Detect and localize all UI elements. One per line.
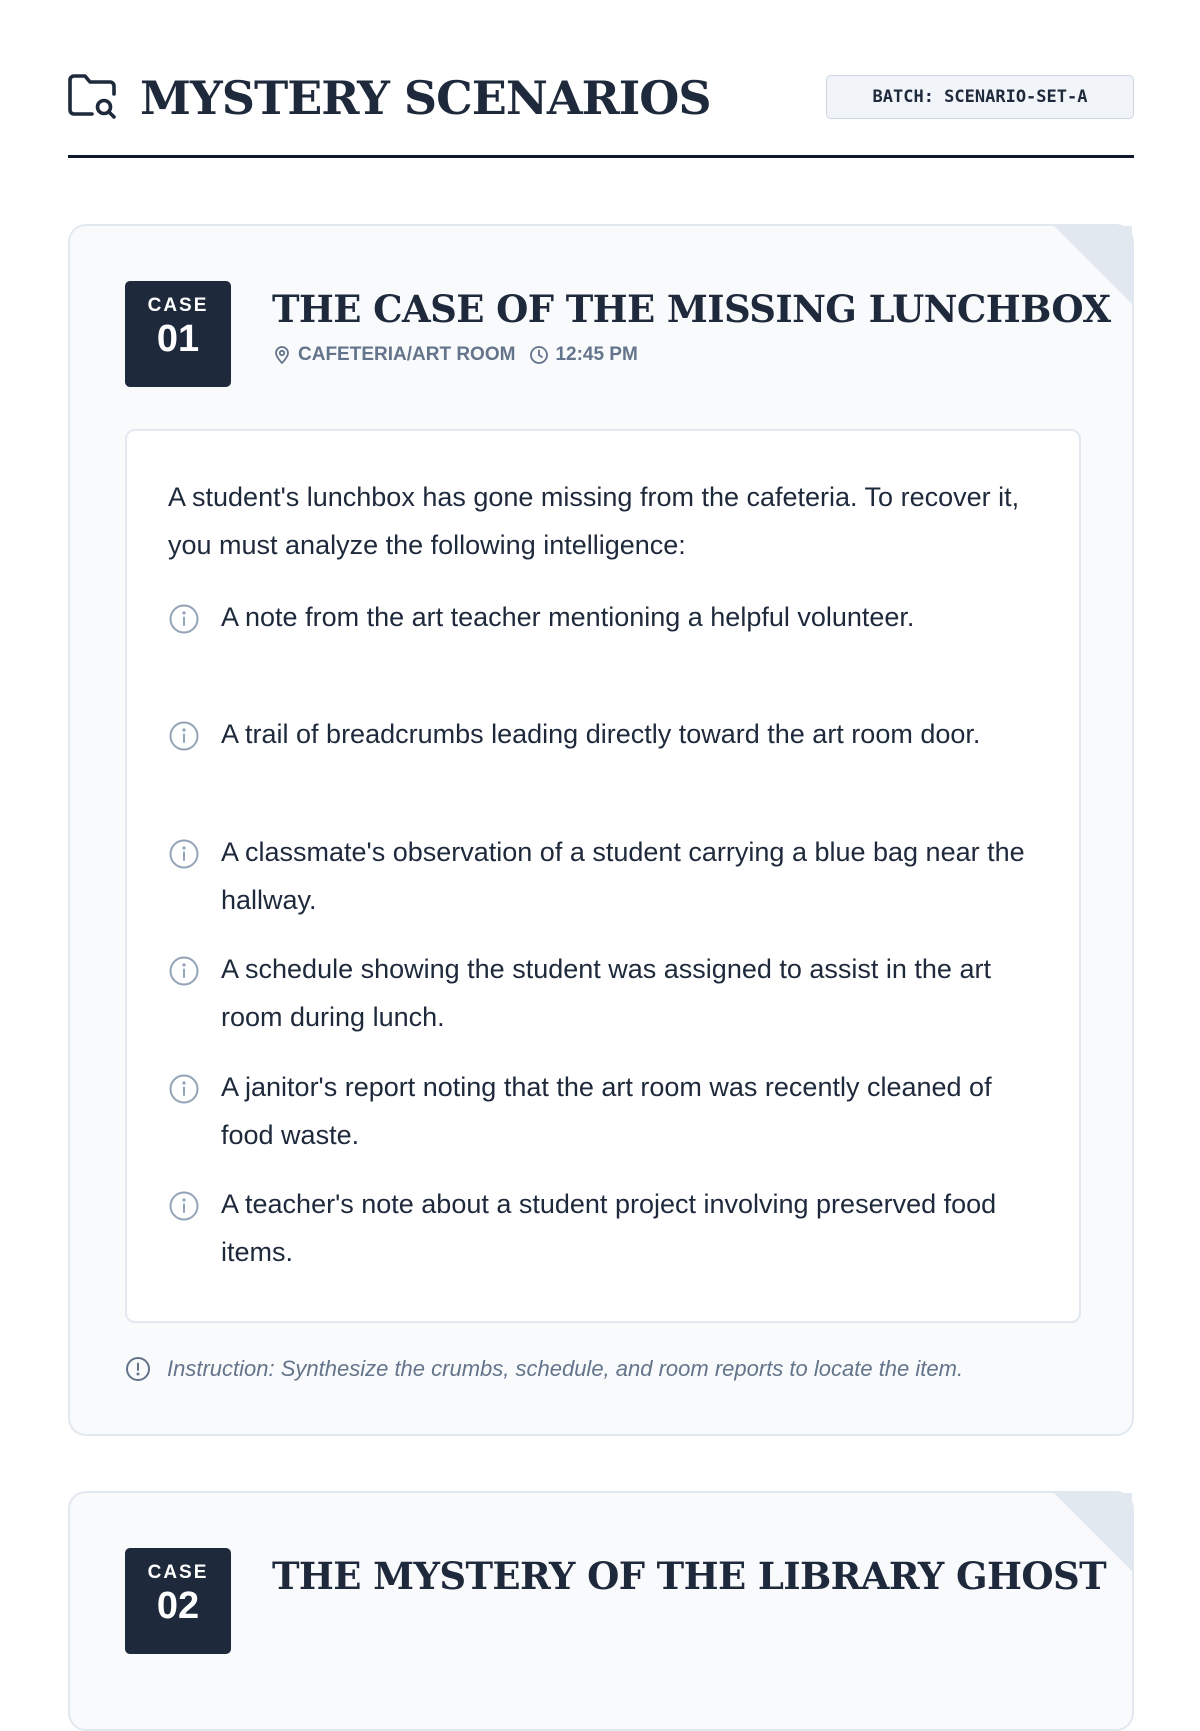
list-item [168, 945, 1048, 1041]
list-item [168, 1063, 1048, 1159]
case-title: THE MYSTERY OF THE LIBRARY GHOST [272, 1554, 1107, 1598]
case-meta [272, 342, 638, 368]
batch-badge: BATCH: SCENARIO-SET-A [826, 75, 1134, 119]
folder-search-icon [68, 74, 118, 120]
clock-icon [529, 345, 549, 365]
location-pin-icon [272, 345, 292, 365]
intelligence-panel [125, 429, 1081, 1323]
info-icon [168, 720, 200, 752]
list-item [168, 593, 1048, 689]
list-item [168, 710, 1048, 806]
clue-text: A schedule showing the student was assigned to assist in the art room during lunch. [221, 954, 991, 1032]
alert-circle-icon [125, 1356, 151, 1382]
info-icon [168, 955, 200, 987]
page-title: MYSTERY SCENARIOS [140, 71, 711, 125]
list-item [168, 828, 1048, 924]
case-number: 02 [156, 1585, 200, 1627]
info-icon [168, 1073, 200, 1105]
case-card-02 [68, 1491, 1134, 1731]
clue-text: A note from the art teacher mentioning a helpful volunteer. [221, 602, 915, 632]
instruction-text: Instruction: Synthesize the crumbs, schedule, and room reports to locate the item. [167, 1356, 964, 1381]
case-location: CAFETERIA/ART ROOM [298, 344, 516, 365]
case-instruction [125, 1353, 963, 1385]
case-number-badge [125, 281, 231, 387]
page-header [68, 64, 1134, 158]
list-item [168, 1180, 1048, 1276]
clue-text: A teacher's note about a student project involving preserved food items. [221, 1189, 997, 1267]
case-title: THE CASE OF THE MISSING LUNCHBOX [272, 287, 1111, 331]
clue-text: A classmate's observation of a student carrying a blue bag near the hallway. [221, 837, 1025, 915]
case-badge-label: CASE [147, 1562, 209, 1583]
case-card-01 [68, 224, 1134, 1436]
info-icon [168, 603, 200, 635]
info-icon [168, 1190, 200, 1222]
case-number: 01 [156, 318, 200, 360]
clue-text: A trail of breadcrumbs leading directly toward the art room door. [221, 719, 981, 749]
case-badge-label: CASE [147, 295, 209, 316]
case-time: 12:45 PM [555, 344, 638, 365]
case-number-badge [125, 1548, 231, 1654]
clue-text: A janitor's report noting that the art room was recently cleaned of food waste. [221, 1072, 992, 1150]
case-intro: A student's lunchbox has gone missing from the cafeteria. To recover it, you must analyze the following intelligence: [168, 482, 1020, 560]
info-icon [168, 838, 200, 870]
